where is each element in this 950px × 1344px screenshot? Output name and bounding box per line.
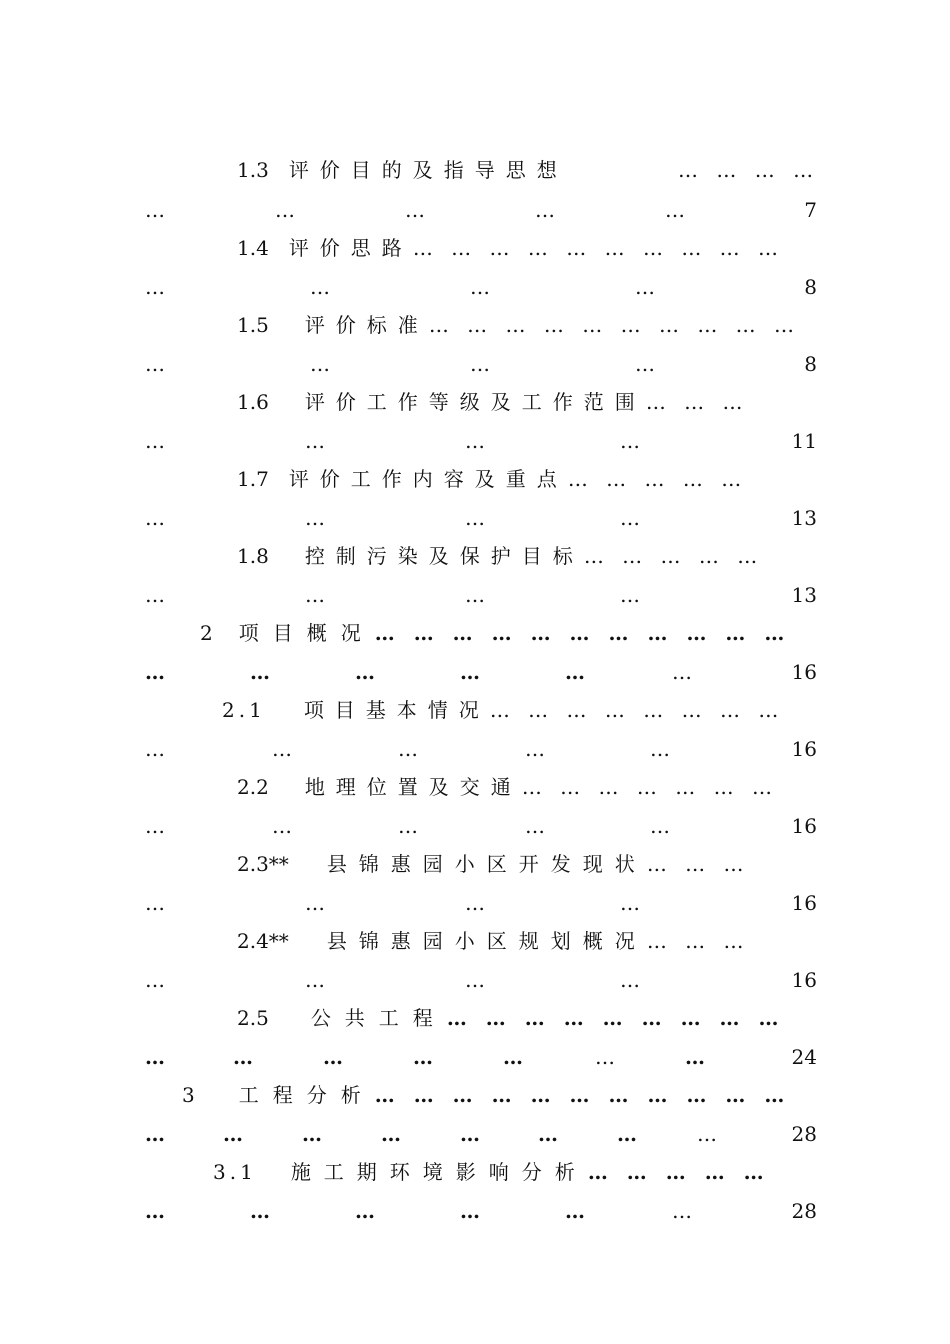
- toc-title: 地理位置及交通: [304, 775, 522, 799]
- toc-title: 评价思路: [288, 236, 413, 260]
- toc-entry-1-5[interactable]: [237, 312, 800, 338]
- toc-entry-1-4[interactable]: [237, 235, 784, 261]
- toc-page-number: 13: [791, 506, 817, 530]
- toc-page-number: 16: [791, 814, 817, 838]
- toc-page-number: 16: [791, 891, 817, 915]
- toc-title: 县锦惠园小区规划概况: [326, 929, 647, 953]
- toc-dot-row: … … … … 8: [145, 352, 817, 376]
- toc-title: 评价工作内容及重点: [288, 467, 568, 491]
- toc-dot-leader: … … … … … … …: [521, 775, 778, 799]
- toc-dot-leader: … … …: [646, 929, 750, 953]
- toc-entry-2-2[interactable]: [237, 774, 778, 800]
- toc-title: 工程分析: [238, 1083, 375, 1107]
- toc-dot-leader: … … … … … … … … … … …: [374, 621, 791, 645]
- toc-entry-1-7[interactable]: [237, 466, 747, 492]
- toc-title: 评价工作等级及工作范围: [304, 390, 646, 414]
- toc-dot-row: … … … … … 16: [145, 814, 817, 838]
- toc-dot-leader: … … … … … … … …: [489, 698, 785, 722]
- toc-number: 1.5: [237, 313, 269, 337]
- toc-title: 评价标准: [304, 313, 429, 337]
- toc-number: 2.5: [237, 1006, 269, 1030]
- toc-dot-leader: … … … … … … … … … … …: [374, 1083, 791, 1107]
- toc-entry-3-1[interactable]: [213, 1159, 770, 1185]
- toc-dot-row: … … … … 13: [145, 583, 817, 607]
- toc-page-number: 8: [804, 352, 817, 376]
- toc-number: 3: [182, 1083, 195, 1107]
- toc-dot-leader: … … … …: [678, 158, 820, 182]
- toc-dot-leader: … … … … …: [587, 1160, 770, 1184]
- toc-title: 项目基本情况: [303, 698, 490, 722]
- toc-entry-2-5[interactable]: [237, 1005, 785, 1031]
- toc-page-number: 28: [791, 1199, 817, 1223]
- toc-title: 公共工程: [310, 1006, 447, 1030]
- toc-entry-1-6[interactable]: [237, 389, 749, 415]
- toc-entry-2-1[interactable]: [222, 697, 784, 723]
- toc-page-number: 24: [791, 1045, 817, 1069]
- toc-entry-2-4[interactable]: [237, 928, 750, 954]
- toc-number: 1.6: [237, 390, 269, 414]
- toc-dot-row: … … … … 13: [145, 506, 817, 530]
- toc-number: 3.1: [213, 1160, 257, 1184]
- toc-title: 评价目的及指导思想: [288, 158, 568, 182]
- toc-dot-row: … … … … 8: [145, 275, 817, 299]
- toc-page-number: 7: [804, 198, 817, 222]
- toc-number: 2.2: [237, 775, 269, 799]
- toc-dot-row: … … … … … … … … 28: [145, 1122, 817, 1146]
- toc-entry-2[interactable]: [200, 620, 790, 646]
- toc-dot-leader: … … … … …: [567, 467, 748, 491]
- toc-page-number: 16: [791, 737, 817, 761]
- toc-entry-1-3[interactable]: [237, 157, 568, 183]
- toc-number: 1.7: [237, 467, 269, 491]
- toc-dot-row: … … … … … … … 24: [145, 1045, 817, 1069]
- toc-title: 施工期环境影响分析: [290, 1160, 588, 1184]
- toc-entry-3[interactable]: [182, 1082, 790, 1108]
- toc-dot-leader: … … … … …: [583, 544, 764, 568]
- toc-number: 2.3**: [237, 852, 289, 876]
- toc-number: 2.4**: [237, 929, 289, 953]
- toc-dot-row: … … … … … … 16: [145, 660, 817, 684]
- toc-title: 控制污染及保护目标: [304, 544, 584, 568]
- toc-page-number: 16: [791, 660, 817, 684]
- toc-dot-row: … … … … … 16: [145, 737, 817, 761]
- toc-dot-leader: … … …: [646, 852, 750, 876]
- toc-dot-leader: … … … … … … … … … …: [412, 236, 785, 260]
- toc-page-number: 16: [791, 968, 817, 992]
- toc-page-number: 8: [804, 275, 817, 299]
- toc-number: 1.8: [237, 544, 269, 568]
- toc-entry-2-3[interactable]: [237, 851, 750, 877]
- toc-number: 2.1: [222, 698, 266, 722]
- toc-dot-leader: … … … … … … … … …: [446, 1006, 785, 1030]
- toc-number: 1.4: [237, 236, 269, 260]
- toc-entry-1-8[interactable]: [237, 543, 763, 569]
- toc-number: 1.3: [237, 158, 269, 182]
- toc-dot-row: … … … … 16: [145, 968, 817, 992]
- toc-page-number: 28: [791, 1122, 817, 1146]
- toc-dot-row: … … … … … 7: [145, 198, 817, 222]
- toc-dot-leader: … … …: [645, 390, 749, 414]
- toc-dot-row: … … … … 11: [145, 429, 817, 453]
- toc-dot-leader: … … … … … … … … … …: [428, 313, 801, 337]
- toc-title: 县锦惠园小区开发现状: [326, 852, 647, 876]
- toc-number: 2: [200, 621, 213, 645]
- toc-title: 项目概况: [238, 621, 375, 645]
- toc-page-number: 11: [791, 429, 817, 453]
- toc-dot-row: … … … … … … 28: [145, 1199, 817, 1223]
- toc-page-number: 13: [791, 583, 817, 607]
- toc-dot-row: … … … … 16: [145, 891, 817, 915]
